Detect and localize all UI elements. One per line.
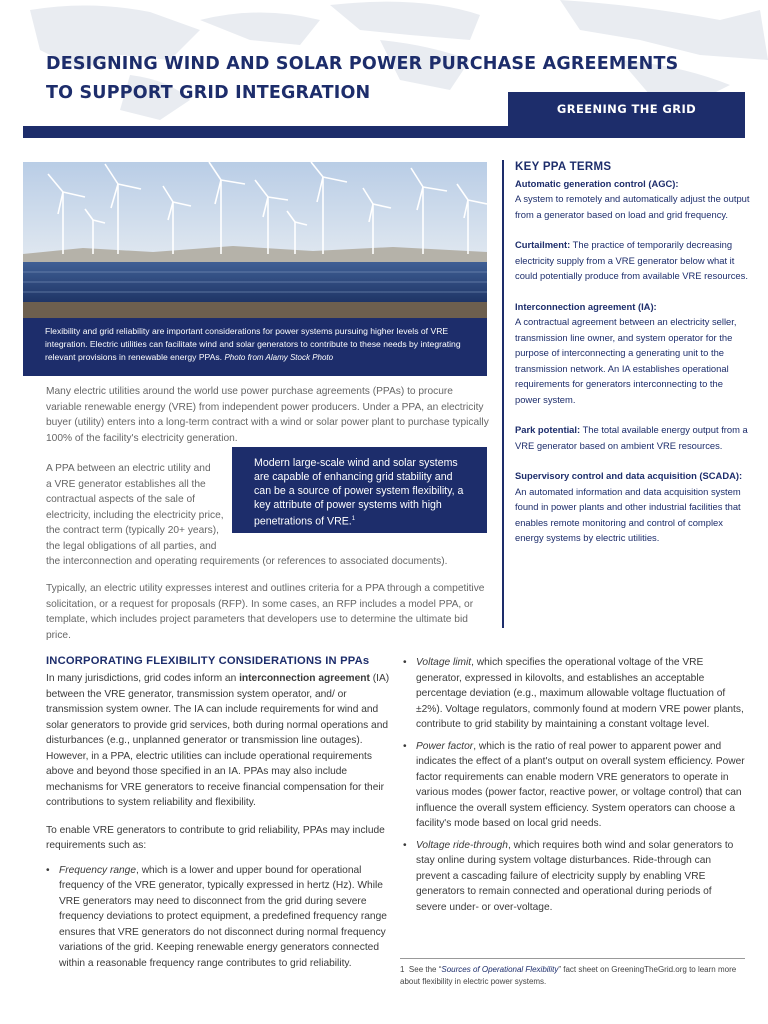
title-line-2: TO SUPPORT GRID INTEGRATION (46, 83, 371, 103)
list-item (403, 655, 745, 733)
title-line-1: DESIGNING WIND AND SOLAR POWER PURCHASE AGREEMENTS (46, 54, 679, 74)
term-title: Automatic generation control (AGC): (515, 177, 679, 189)
intro-paragraph-1: Many electric utilities around the world use power purchase agreements (PPAs) to procure variable renewable energy (VRE) from independent power producers. Under a PPA, an electricity buyer (utility) enters into a long-term contract with a wind or solar power plant to purchase typically 100% of the facility's electricity generation. (46, 386, 489, 444)
caption-text: Flexibility and grid reliability are important considerations for power systems pursuing higher levels of VRE integration. Electric utilities can facilitate wind and solar generators to contribute to these needs by integrating relevant provisions in renewable energy PPAs. (45, 326, 461, 362)
sidebar-heading: KEY PPA TERMS (515, 161, 612, 173)
left-column (46, 671, 391, 977)
photo-credit: Photo from Alamy Stock Photo (224, 353, 334, 362)
requirements-list-right (403, 655, 745, 915)
term-curtailment (515, 237, 750, 284)
intro-line: the contract term (typically 20+ years), (46, 525, 219, 536)
footnote-link[interactable]: Sources of Operational Flexibility (441, 965, 559, 974)
list-item (46, 863, 391, 972)
footnote-number: 1 (400, 965, 405, 974)
series-label: GREENING THE GRID (556, 102, 697, 116)
bullet-text: , which requires both wind and solar generators to stay online during system voltage disturbances. Ride-through can prevent a cascading failure of electricity supply by enabling VRE generators to remain connected and operational during periods of severe under- or over-voltage. (416, 839, 734, 913)
term-park-potential (515, 422, 750, 453)
term-agc (515, 176, 750, 223)
term-title: Interconnection agreement (IA): (515, 300, 657, 312)
intro-line: a VRE generator establishes all the (46, 478, 206, 490)
requirements-list-left (46, 863, 391, 972)
term-text: A system to remotely and automatically adjust the output from a generator based on load and grid frequency. (515, 193, 750, 220)
list-item (403, 838, 745, 916)
bullet-term: Voltage ride-through (416, 839, 508, 851)
header (0, 0, 768, 140)
wind-solar-photo (23, 162, 487, 318)
footnote-text: ” fact sheet on GreeningTheGrid.org to learn more about flexibility in electric power systems. (400, 965, 737, 986)
bullet-term: Frequency range (59, 864, 137, 876)
bullet-term: Voltage limit (416, 657, 472, 668)
footnote (400, 964, 745, 988)
section-paragraph-2: To enable VRE generators to contribute to grid reliability, PPAs may include requirements such as: (46, 824, 385, 851)
header-bar (23, 126, 745, 138)
term-title: Park potential: (515, 424, 581, 435)
term-text: A contractual agreement between an electricity seller, transmission line owner, and system operator for the purpose of interconnecting a generating unit to the transmission network. An IA establishes operational requirements for generators interconnecting to the power system. (515, 316, 737, 405)
text-span: (IA) between the VRE generator, transmission system operator, and/ or transmission system owner. The IA can include requirements for wind and solar generators to provide grid services, both during normal operations and disturbances (e.g., unplanned generator or transmission line outages). However, in a PPA, electric utilities can include operational requirements above and beyond those specified in an IA. PPAs may also include mechanisms for VRE generators to receive financial compensation for their contributions to system reliability and flexibility. (46, 673, 390, 808)
callout-box (232, 447, 487, 533)
intro-line: contractual aspects of the sale of (46, 494, 195, 505)
sidebar-rule (502, 160, 504, 628)
term-title: Curtailment: (515, 239, 571, 250)
photo-caption (23, 318, 487, 376)
intro-line: the legal obligations of all parties, and (46, 540, 217, 552)
term-scada (515, 468, 750, 546)
wind-solar-illustration (23, 162, 487, 318)
list-item (403, 739, 745, 832)
bullet-text: , which is the ratio of real power to apparent power and indicates the effect of a plant's output on overall system efficiency. Power factor requirements can enable modern VRE generators to operate in various modes (power factor, reactive power, or voltage control) that can influence the overall system efficiency. System operators can choose a facility's mode based on local grid needs. (416, 740, 745, 829)
footnote-ref: 1 (351, 516, 356, 522)
bullet-text: , which is a lower and upper bound for operational frequency of the VRE generator, typically expressed in hertz (Hz). While VRE generators may need to disconnect from the grid during severe frequency deviations to protect equipment, a predefined frequency range ensures that VRE generators do not disconnect during normal frequency variations of the grid. Keeping renewable energy generators connected within a reasonable frequency range contributes to grid reliability. (59, 864, 387, 969)
text-span: In many jurisdictions, grid codes inform an (46, 673, 237, 684)
intro-line: the interconnection and operating requirements (or references to associated documents). (46, 556, 448, 567)
footnote-rule (400, 958, 745, 959)
bullet-text: , which specifies the operational voltage of the VRE generator, expressed in kilovolts, and establishes an acceptable percentage deviation (e.g., maximum allowable voltage fluctuation of ±2%). Voltage regulators, commonly found at modern VRE power plants, contribute to grid stability by maintaining a constant voltage level. (416, 657, 744, 730)
right-column (403, 655, 745, 921)
intro-line: A PPA between an electric utility and (46, 463, 211, 474)
term-text: The total available energy output from a VRE generator based on ambient VRE resources. (515, 424, 748, 451)
series-band (508, 92, 745, 126)
key-terms-sidebar (515, 160, 750, 561)
term-text: The practice of temporarily decreasing electricity supply from a VRE generator below what it could potentially produce from available VRE resources. (515, 239, 748, 281)
intro-paragraph-3: Typically, an electric utility expresses interest and outlines criteria for a PPA through a competitive solicitation, or a request for proposals (RFP). In some cases, an RFP includes a model PPA, or template, which includes project parameters that developers use to determine the ultimate bid price. (46, 583, 485, 641)
bold-term: interconnection agreement (239, 673, 370, 684)
intro-line: electricity, including the electricity price, (46, 509, 224, 521)
term-title: Supervisory control and data acquisition (SCADA): (515, 470, 743, 481)
term-text: An automated information and data acquisition system found in power plants and other industrial facilities that enables remote monitoring and control of complex energy systems by electric utilities. (515, 485, 741, 543)
section-paragraph-1 (46, 671, 391, 811)
callout-text: Modern large-scale wind and solar systems are capable of enhancing grid stability and can be a source of power system flexibility, a key attribute of power systems with high penetrations of VRE. (254, 457, 464, 528)
footnote-text: See the “ (408, 965, 442, 974)
term-interconnection-agreement (515, 299, 750, 408)
bullet-term: Power factor (416, 740, 474, 752)
section-heading: INCORPORATING FLEXIBILITY CONSIDERATIONS IN PPAs (46, 655, 370, 667)
